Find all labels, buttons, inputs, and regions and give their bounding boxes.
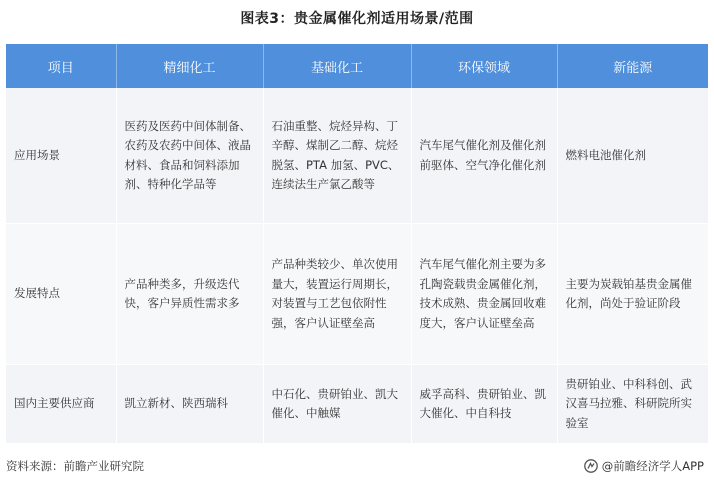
table-cell: 威孚高科、贵研铂业、凯大催化、中自科技 <box>411 365 557 444</box>
table-cell: 汽车尾气催化剂主要为多孔陶瓷载贵金属催化剂，技术成熟、贵金属回收难度大，客户认证壁垒高 <box>411 224 557 365</box>
header-cell: 项目 <box>6 44 116 88</box>
header-cell: 环保领域 <box>411 44 557 88</box>
table-cell: 产品种类多，升级迭代快，客户异质性需求多 <box>116 224 263 365</box>
table-header-row <box>6 44 708 88</box>
brand-credit <box>584 458 704 474</box>
catalyst-table <box>6 44 709 444</box>
row-label: 应用场景 <box>6 88 116 224</box>
brand-logo-icon <box>584 459 598 473</box>
row-label: 发展特点 <box>6 224 116 365</box>
header-cell: 新能源 <box>557 44 708 88</box>
table-cell: 主要为炭载铂基贵金属催化剂，尚处于验证阶段 <box>557 224 708 365</box>
source-note: 资料来源：前瞻产业研究院 <box>6 459 144 473</box>
header-cell: 基础化工 <box>263 44 411 88</box>
brand-label: @前瞻经济学人APP <box>601 459 704 473</box>
row-label: 国内主要供应商 <box>6 365 116 444</box>
table-cell: 贵研铂业、中科科创、武汉喜马拉雅、科研院所实验室 <box>557 365 708 444</box>
table-row <box>6 365 708 444</box>
table-cell: 中石化、贵研铂业、凯大催化、中触媒 <box>263 365 411 444</box>
chart-title: 图表3：贵金属催化剂适用场景/范围 <box>240 11 474 27</box>
header-cell: 精细化工 <box>116 44 263 88</box>
table-row <box>6 224 708 365</box>
table-cell: 汽车尾气催化剂及催化剂前驱体、空气净化催化剂 <box>411 88 557 224</box>
table-cell: 医药及医药中间体制备、农药及农药中间体、液晶材料、食品和饲料添加剂、特种化学品等 <box>116 88 263 224</box>
table-cell: 石油重整、烷烃异构、丁辛醇、煤制乙二醇、烷烃脱氢、PTA 加氢、PVC、连续法生产氯乙酸等 <box>263 88 411 224</box>
table-cell: 凯立新材、陕西瑞科 <box>116 365 263 444</box>
table-row <box>6 88 708 224</box>
table-cell: 产品种类较少、单次使用量大，装置运行周期长，对装置与工艺包依附性强，客户认证壁垒高 <box>263 224 411 365</box>
table-cell: 燃料电池催化剂 <box>557 88 708 224</box>
